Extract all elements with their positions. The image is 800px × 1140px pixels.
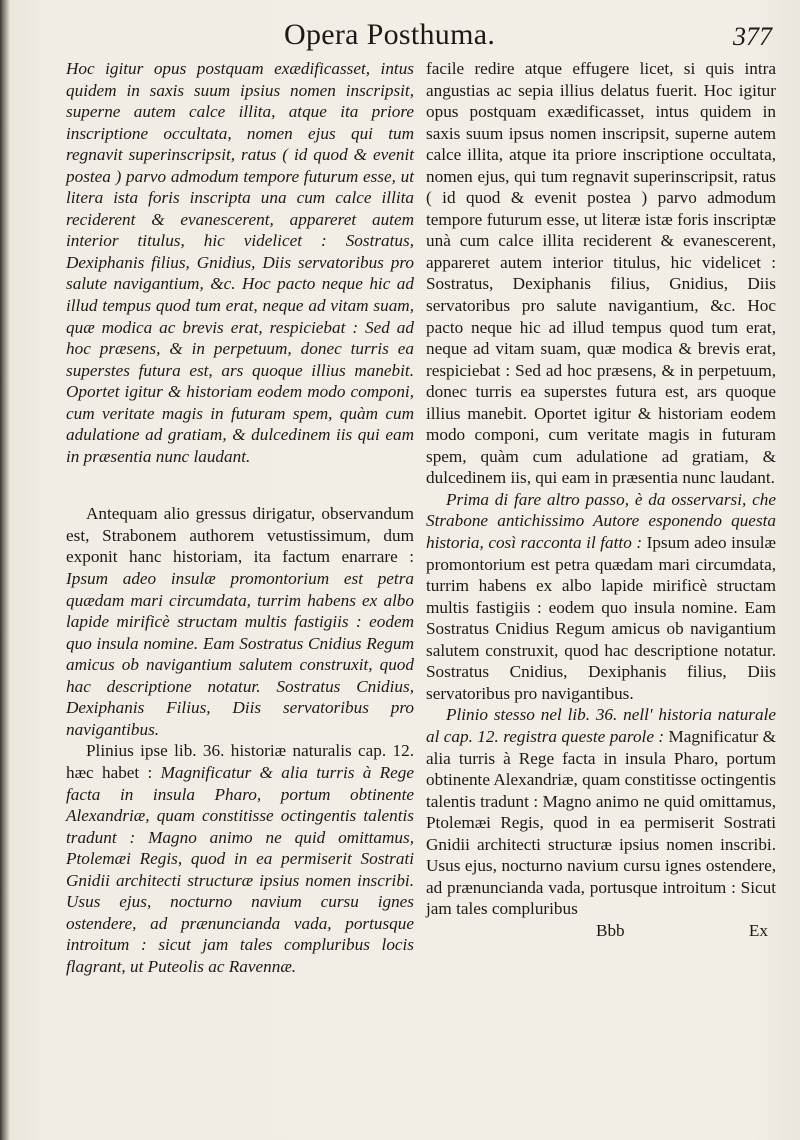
latin-paragraph-3-intro: Plinius ipse lib. 36. historiæ naturalis cap. 12. hæc habet : <box>66 741 414 782</box>
pliny-quote-roman: Magnificatur & alia turris à Rege facta in insula Pharo, portum obtinente Alexandriæ, quam constitisse octingentis talentis tradunt : Magno animo ne quid omittamus, Ptolemæi Regis, quod in ea permiserit Sostrati Gnidii architecti structuræ ipsius nomen inscribi. Usus ejus, nocturno navium cursu ignes ostendere, ad prænuncianda vada, portusque introitum : Sicut jam tales compluribus <box>426 726 776 919</box>
paragraph-gap <box>66 467 414 503</box>
italian-note-3: Plinio stesso nel lib. 36. nell' historia naturale al cap. 12. registra queste parole : <box>426 705 776 746</box>
strabo-quote-roman: Ipsum adeo insulæ promontorium est petra quædam mari circumdata, turrim habens ex albo lapide mirificè structam multis fastigiis : eodem quo insula nomine. Eam Sostratus Cnidius Regum amicus ob navigantium salutem construxit, quod hac descriptione notatur. Sostratus Cnidius, Dexiphanis filius, Diis servatoribus pro navigantibus. <box>426 533 776 703</box>
strabo-quote-italic: Ipsum adeo insulæ promontorium est petra quædam mari circumdata, turrim habens ex albo lapide mirificè structam multis fastigiis : eodem quo insula nomine. Eam Sostratus Cnidius Regum amicus ob navigantium salutem construxit, quod hac descriptione notatur. Sostratus Cnidius, Dexiphanis Filius, Diis servatoribus pro navigantibus. <box>66 569 414 739</box>
translation-paragraph-3 <box>426 704 776 919</box>
latin-paragraph-2-intro: Antequam alio gressus dirigatur, observandum est, Strabonem authorem vetustissimum, dum exponit hanc historiam, ita factum enarrare : <box>66 504 414 567</box>
signature-mark: Bbb <box>596 920 625 940</box>
running-head: Opera Posthuma. <box>284 18 496 51</box>
translation-paragraph-1: facile redire atque effugere licet, si quis intra angustias ac sepia illius delatus fuerit. Hoc igitur opus postquam exædificasset, intus quidem in saxis suum ipsus nomen inscripsit, superne autem calce illita, atque ita priore inscriptione occultata, nomen ejus, qui tum regnavit superinscripsit, ratus ( id quod & evenit postea ) parvo admodum tempore futurum esse, ut literæ istæ foris inscriptæ unà cum calce illita reciderent & evanescerent, appareret autem interior titulus, hic videlicet : Sostratus, Dexiphanis filius, Gnidius, Diis servatoribus pro salute navigantium, &c. Hoc pacto neque hic ad illud tempus quod tum erat, neque ad vitam suam, quæ modica & brevis erat, respiciebat : Sed ad hoc præsens, & in perpetuum, donec turris ea superstes futura est, ars quoque illius manebit. Oportet igitur & historiam eodem modo componi, cum veritate magis in futuram spem, quàm cum adulatione ad gratiam, & dulcedinem iis, qui eam in præsentia nunc laudant. <box>426 59 776 488</box>
latin-paragraph-1: Hoc igitur opus postquam exædificasset, intus quidem in saxis suum ipsius nomen inscripsit, superne autem calce illita, atque ita priore inscriptione occultata, nomen ejus qui tum regnavit superinscripsit, ratus ( id quod & evenit postea ) parvo admodum tempore futurum esse, ut litera ista foris inscripta una cum calce illita reciderent & evanescerent, appareret autem interior titulus, hic videlicet : Sostratus, Dexiphanis filius, Gnidius, Diis servatoribus pro salute navigantium, &c. Hoc pacto neque hic ad illud tempus quod tum erat, neque ad vitam suam, quæ modica ac brevis erat, respiciebat : Sed ad hoc præsens, & in perpetuum, donec turris ea superstes futura est, ars quoque illius manebit. Oportet igitur & historiam eodem modo componi, cum veritate magis in futuram spem, quàm cum adulatione ad gratiam, & dulcedinem iis qui eam in præsentia nunc laudant. <box>66 59 414 466</box>
pliny-quote-italic: Magnificatur & alia turris à Rege facta in insula Pharo, portum obtinente Alexandriæ, quam constitisse octingentis talentis tradunt : Magno animo ne quid omittamus, Ptolemæi Regis, quod in ea permiserit Sostrati Gnidii architecti structuræ ipsius nomen inscribi. Usus ejus, nocturno navium cursu ignes ostendere, ad prænuncianda vada, portusque introitum : sicut jam tales compluribus locis flagrant, ut Puteolis ac Ravennæ. <box>66 762 414 976</box>
latin-column <box>66 58 414 977</box>
latin-paragraph-2 <box>66 503 414 740</box>
binding-gutter <box>0 0 10 1140</box>
latin-paragraph-3 <box>66 740 414 977</box>
page-footer <box>426 920 776 942</box>
page-header <box>0 18 800 54</box>
italian-note-2: Prima di fare altro passo, è da osservarsi, che Strabone antichissimo Autore esponendo questa historia, così racconta il fatto : <box>426 489 776 553</box>
catchword: Ex <box>748 920 768 940</box>
translation-column <box>426 58 776 941</box>
page-number: 377 <box>733 22 772 51</box>
translation-paragraph-2 <box>426 489 776 704</box>
